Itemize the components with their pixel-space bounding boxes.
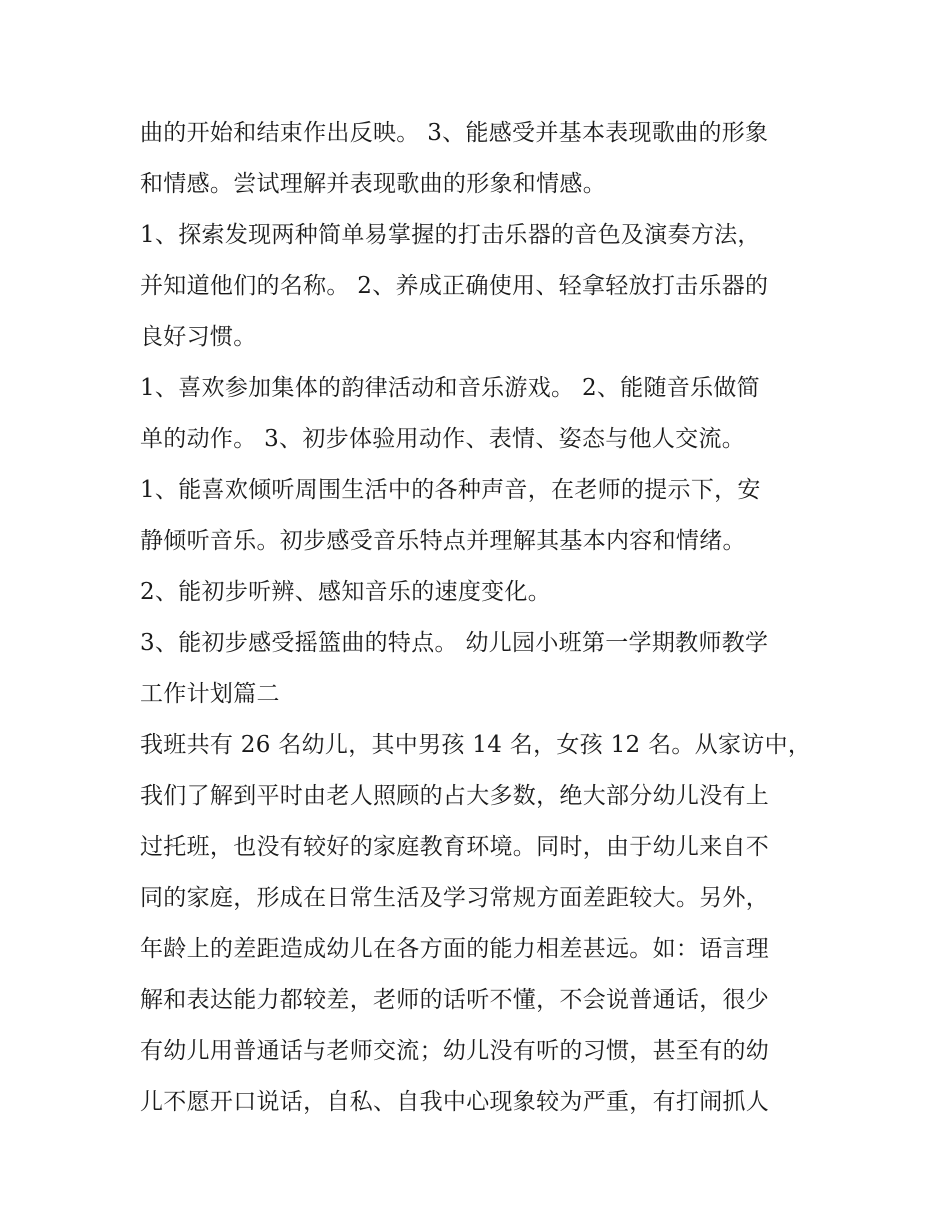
text-line: 解和表达能力都较差，老师的话听不懂，不会说普通话，很少 (140, 987, 770, 1013)
text-line: 3、能初步感受摇篮曲的特点。 幼儿园小班第一学期教师教学 (140, 630, 769, 656)
text-line: 年龄上的差距造成幼儿在各方面的能力相差甚远。如：语言理 (140, 936, 770, 962)
text-line: 我班共有 26 名幼儿，其中男孩 14 名，女孩 12 名。从家访中， (140, 732, 812, 758)
text-line: 良好习惯。 (140, 324, 257, 350)
text-line: 单的动作。 3、初步体验用动作、表情、姿态与他人交流。 (140, 426, 746, 452)
section-heading-line: 工作计划篇二 (140, 681, 280, 707)
text-line: 有幼儿用普通话与老师交流；幼儿没有听的习惯，甚至有的幼 (140, 1038, 770, 1064)
text-line: 静倾听音乐。初步感受音乐特点并理解其基本内容和情绪。 (140, 528, 746, 554)
text-line: 我们了解到平时由老人照顾的占大多数，绝大部分幼儿没有上 (140, 783, 770, 809)
text-line: 1、能喜欢倾听周围生活中的各种声音，在老师的提示下，安 (140, 477, 761, 503)
text-line: 2、能初步听辨、感知音乐的速度变化。 (140, 579, 552, 605)
text-line: 儿不愿开口说话，自私、自我中心现象较为严重，有打闹抓人 (140, 1089, 770, 1115)
text-line: 曲的开始和结束作出反映。 3、能感受并基本表现歌曲的形象 (140, 120, 769, 146)
text-line: 并知道他们的名称。 2、养成正确使用、轻拿轻放打击乐器的 (140, 273, 769, 299)
document-body (140, 108, 820, 1128)
text-line: 过托班，也没有较好的家庭教育环境。同时，由于幼儿来自不 (140, 834, 770, 860)
text-line: 1、探索发现两种简单易掌握的打击乐器的音色及演奏方法， (140, 222, 761, 248)
text-line: 同的家庭，形成在日常生活及学习常规方面差距较大。另外， (140, 885, 770, 911)
text-line: 和情感。尝试理解并表现歌曲的形象和情感。 (140, 171, 606, 197)
text-line: 1、喜欢参加集体的韵律活动和音乐游戏。 2、能随音乐做简 (140, 375, 760, 401)
